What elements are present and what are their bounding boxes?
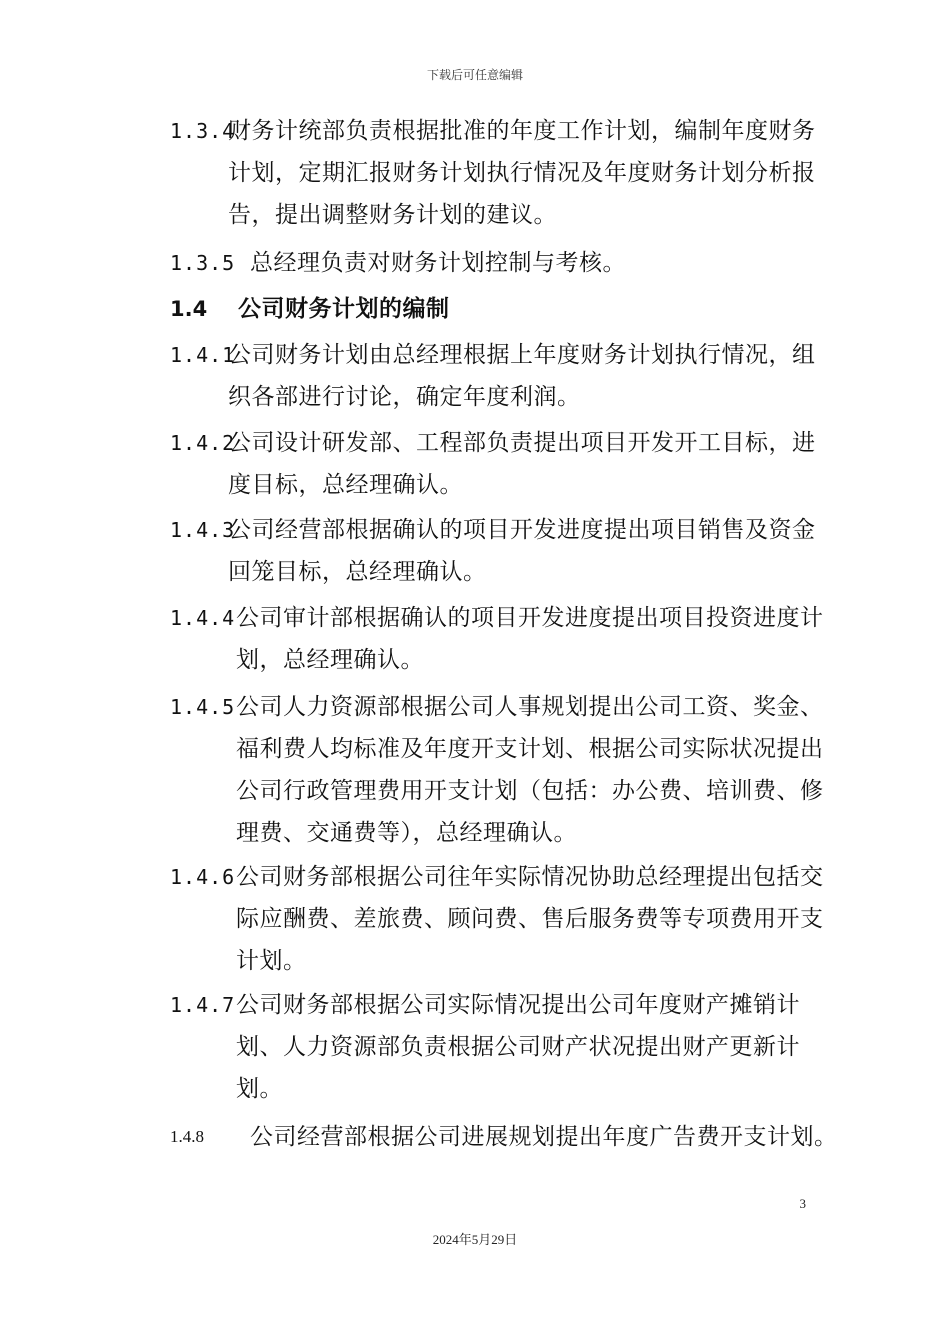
section-number: 1.4.8 [170,1127,204,1146]
section-number: 1.4.7 [170,993,236,1017]
section-1-4-8 [170,1116,850,1158]
section-text: 公司人力资源部根据公司人事规划提出公司工资、奖金、福利费人均标准及年度开支计划、根据公司实际状况提出公司行政管理费用开支计划（包括：办公费、培训费、修理费、交通费等），总经理确认。 [236,694,824,846]
section-1-3-5 [170,242,830,284]
section-1-4-3 [170,509,830,593]
section-1-4-6 [170,856,830,982]
section-1-4-7 [170,984,830,1110]
section-1-4-1 [170,334,830,418]
section-text: 总经理负责对财务计划控制与考核。 [250,250,626,276]
section-number: 1.3.5 [170,251,236,275]
section-text: 公司财务计划由总经理根据上年度财务计划执行情况，组织各部进行讨论，确定年度利润。 [228,342,816,410]
section-number: 1.4 [170,297,208,321]
section-1-3-4 [170,110,830,236]
section-heading: 公司财务计划的编制 [238,296,450,322]
section-1-4-heading [170,288,830,330]
section-text: 公司经营部根据确认的项目开发进度提出项目销售及资金回笼目标，总经理确认。 [228,517,816,585]
section-1-4-2 [170,422,830,506]
section-1-4-5 [170,686,830,854]
section-number: 1.4.3 [170,518,236,542]
header-note: 下载后可任意编辑 [426,68,523,82]
section-text: 公司设计研发部、工程部负责提出项目开发开工目标，进度目标，总经理确认。 [228,430,816,498]
footer-date: 2024年5月29日 [432,1232,518,1247]
section-number: 1.3.4 [170,119,236,143]
section-text: 公司经营部根据公司进展规划提出年度广告费开支计划。 [250,1124,838,1150]
section-number: 1.4.1 [170,343,236,367]
page-number: 3 [799,1196,806,1211]
section-1-4-4 [170,597,830,681]
section-number: 1.4.6 [170,865,236,889]
section-text: 财务计统部负责根据批准的年度工作计划，编制年度财务计划，定期汇报财务计划执行情况及年度财务计划分析报告，提出调整财务计划的建议。 [228,118,816,228]
section-text: 公司财务部根据公司往年实际情况协助总经理提出包括交际应酬费、差旅费、顾问费、售后服务费等专项费用开支计划。 [236,864,824,974]
section-number: 1.4.4 [170,606,236,630]
section-text: 公司财务部根据公司实际情况提出公司年度财产摊销计划、人力资源部负责根据公司财产状况提出财产更新计划。 [236,992,800,1102]
section-text: 公司审计部根据确认的项目开发进度提出项目投资进度计划，总经理确认。 [236,605,824,673]
section-number: 1.4.5 [170,695,236,719]
section-number: 1.4.2 [170,431,236,455]
